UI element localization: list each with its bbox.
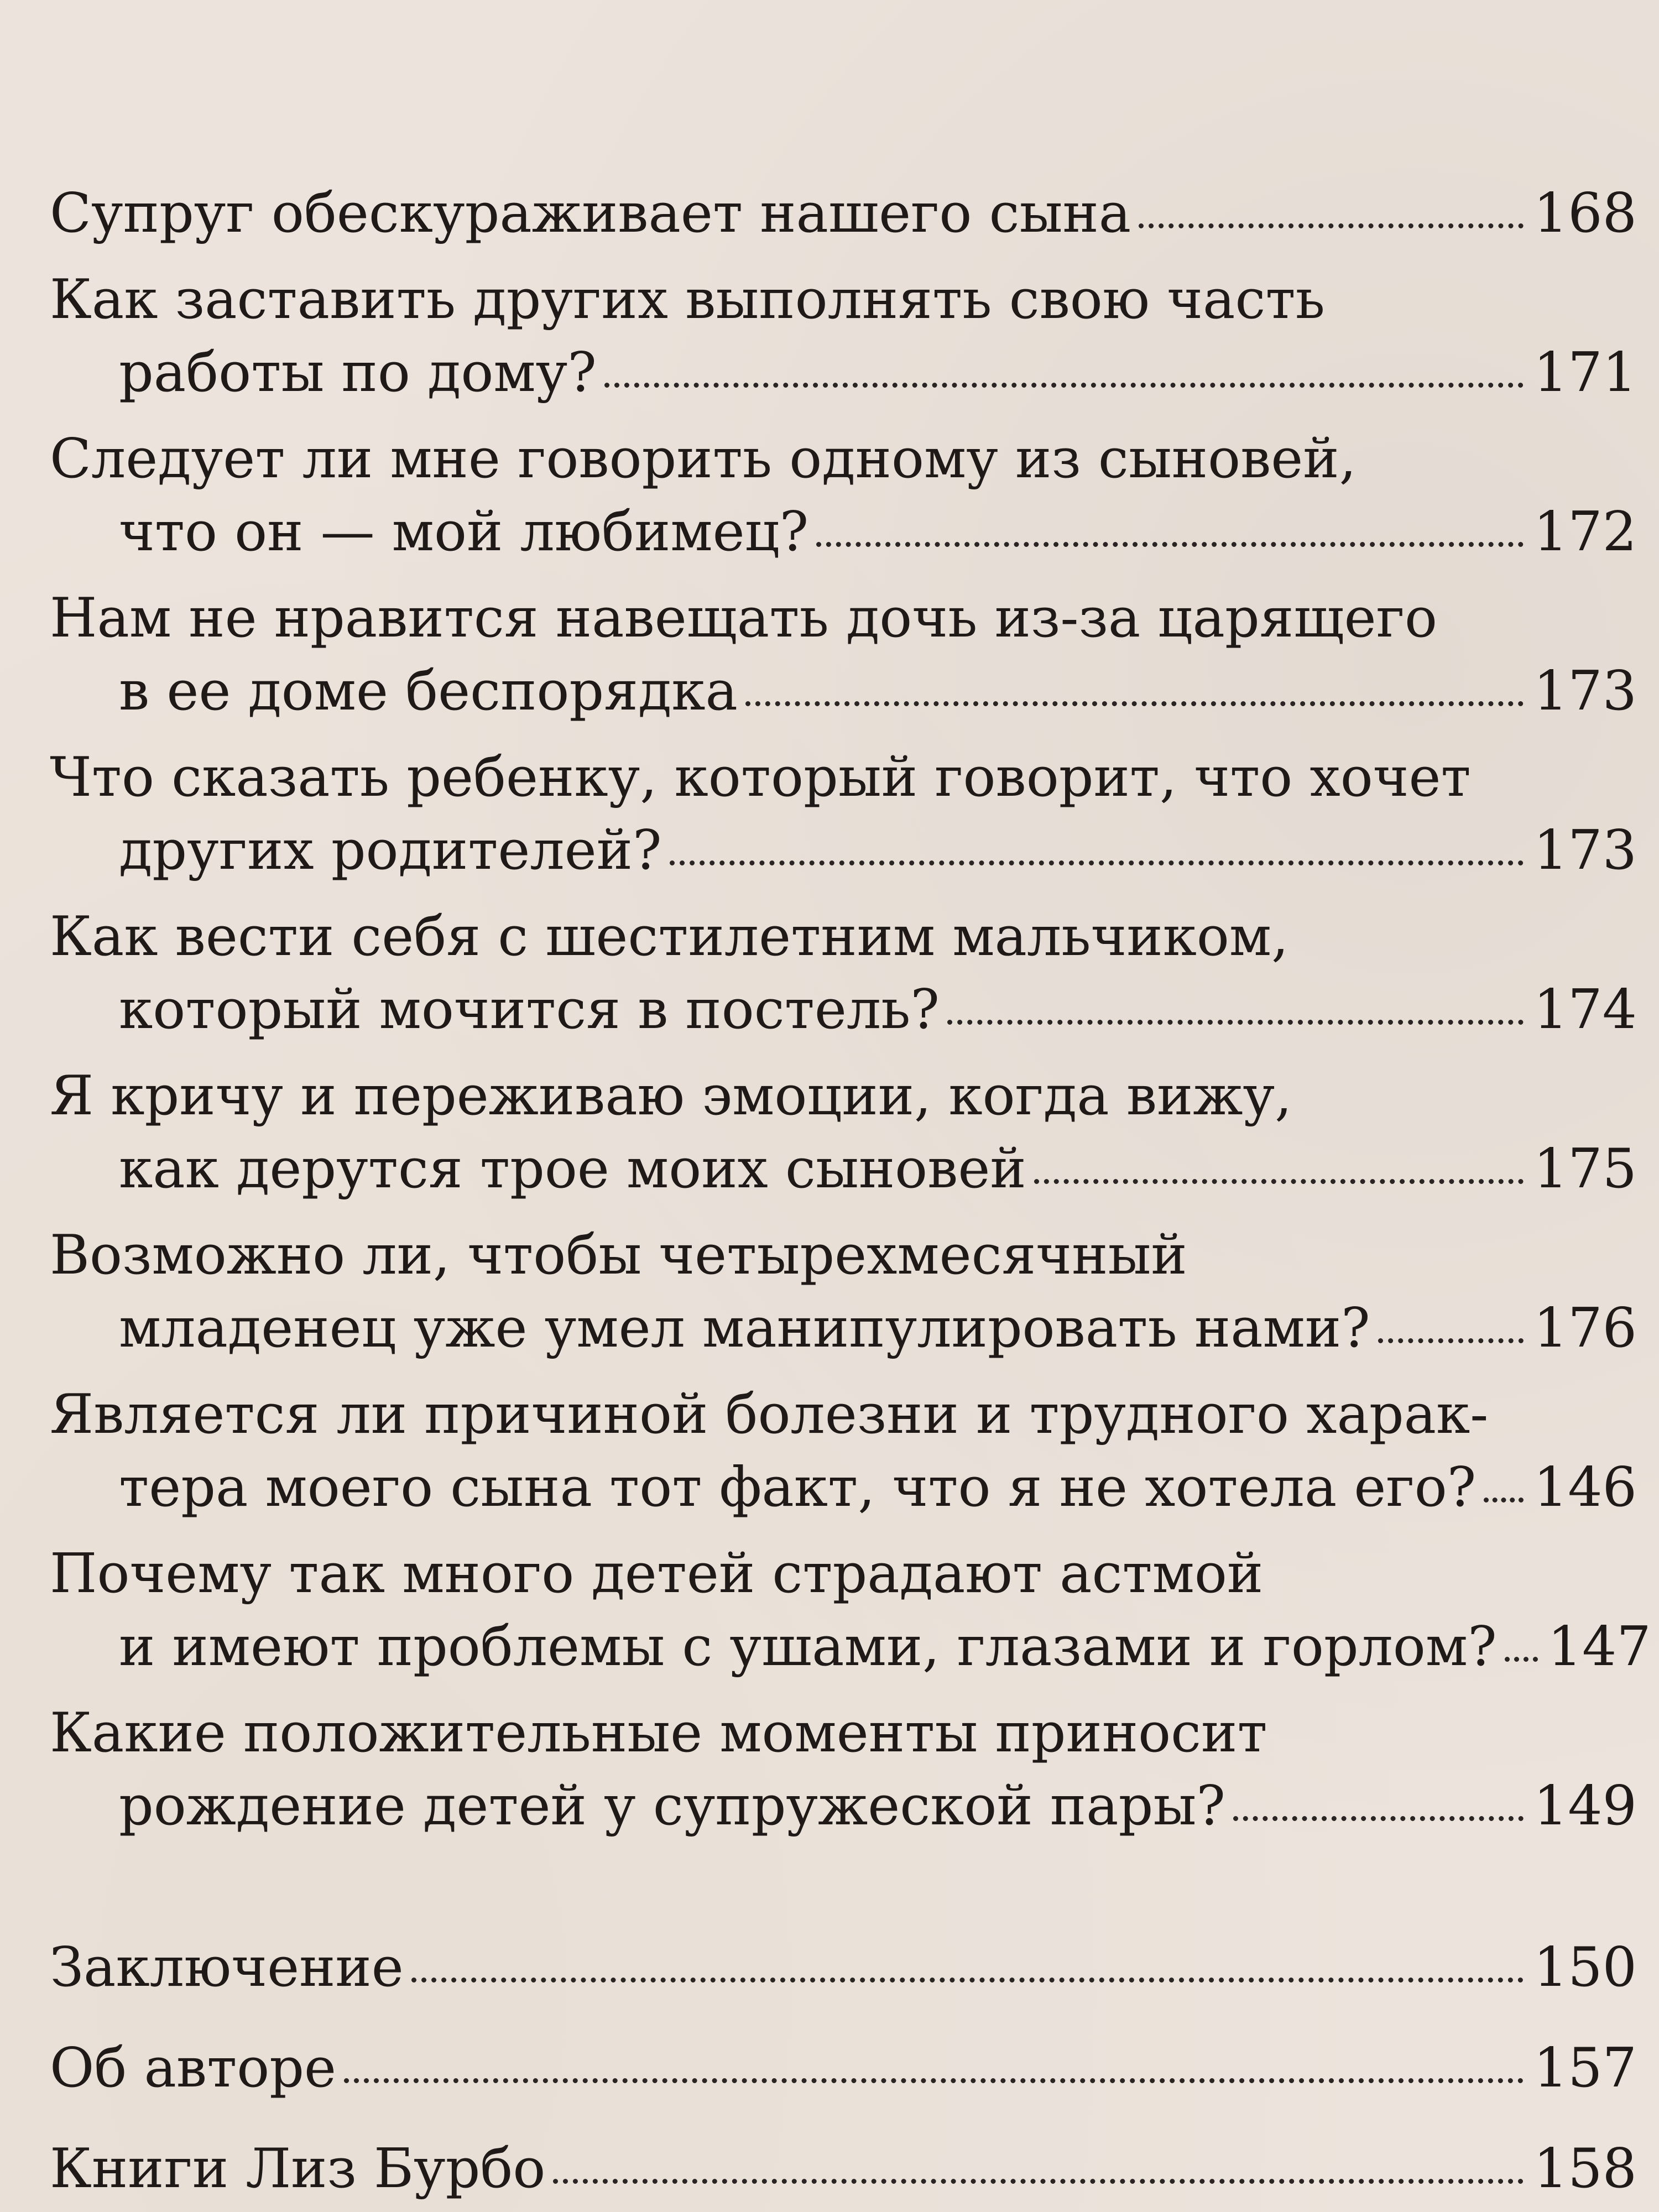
- toc-entry[interactable]: [50, 1219, 1637, 1365]
- toc-entry-line: [50, 814, 1637, 887]
- toc-entry-title: Супруг обескураживает нашего сына: [50, 182, 1131, 245]
- dot-leader: [1233, 1805, 1524, 1821]
- toc-entry-title: Об авторе: [50, 2037, 337, 2100]
- toc-entry-line: [50, 2132, 1637, 2205]
- table-of-contents: [50, 177, 1651, 2205]
- toc-entry-title: Является ли причиной болезни и трудного харак-: [50, 1383, 1489, 1446]
- toc-page-number: 149: [1533, 1775, 1637, 1838]
- dot-leader: [604, 372, 1524, 388]
- dot-leader: [816, 531, 1524, 547]
- toc-entry-title: Книги Лиз Бурбо: [50, 2137, 546, 2200]
- toc-entry-line: [50, 1219, 1637, 1292]
- toc-entry-title-cont: работы по дому?: [119, 341, 597, 404]
- toc-entry-line: [50, 900, 1637, 973]
- dot-leader: [411, 1966, 1524, 1983]
- dot-leader: [1139, 212, 1524, 228]
- toc-entry-line: [50, 1610, 1651, 1683]
- toc-entry-line: [50, 741, 1637, 814]
- toc-entry-line: [50, 1931, 1637, 2004]
- toc-entry-title: Как заставить других выполнять свою часть: [50, 268, 1325, 331]
- toc-entry-title: Я кричу и переживаю эмоции, когда вижу,: [50, 1065, 1292, 1128]
- toc-page-number: 147: [1547, 1615, 1651, 1678]
- toc-entry-line: [50, 1451, 1637, 1524]
- toc-back-matter-entry[interactable]: [50, 2132, 1637, 2205]
- toc-page-number: 158: [1533, 2137, 1637, 2200]
- toc-entry[interactable]: [50, 1537, 1651, 1683]
- toc-entry-line: [50, 422, 1637, 495]
- toc-back-matter-entry[interactable]: [50, 2032, 1637, 2105]
- toc-entry-line: [50, 1697, 1637, 1770]
- dot-leader: [1505, 1646, 1538, 1662]
- toc-entry[interactable]: [50, 900, 1637, 1046]
- toc-entry[interactable]: [50, 1060, 1637, 1206]
- toc-entry[interactable]: [50, 177, 1637, 250]
- toc-entry-title-cont: других родителей?: [119, 819, 662, 882]
- toc-page-number: 173: [1533, 819, 1637, 882]
- toc-page-number: 171: [1533, 341, 1637, 404]
- toc-page-number: 173: [1533, 660, 1637, 723]
- toc-entry-title: Нам не нравится навещать дочь из-за царящего: [50, 587, 1437, 650]
- toc-entry-title: Какие положительные моменты приносит: [50, 1702, 1267, 1765]
- dot-leader: [1034, 1168, 1524, 1184]
- toc-page-number: 176: [1533, 1297, 1637, 1360]
- toc-entry-title: Как вести себя с шестилетним мальчиком,: [50, 905, 1289, 968]
- toc-entry[interactable]: [50, 1378, 1637, 1524]
- toc-entry-line: [50, 263, 1637, 336]
- toc-entry-title-cont: тера моего сына тот факт, что я не хотела его?: [119, 1456, 1477, 1519]
- toc-page-number: 168: [1533, 182, 1637, 245]
- toc-entry[interactable]: [50, 582, 1637, 728]
- toc-back-matter-entry[interactable]: [50, 1931, 1637, 2004]
- dot-leader: [553, 2168, 1524, 2184]
- dot-leader: [745, 690, 1524, 706]
- toc-entry-title: Заключение: [50, 1936, 404, 1999]
- dot-leader: [947, 1009, 1524, 1025]
- toc-page-number: 175: [1533, 1138, 1637, 1201]
- toc-entry[interactable]: [50, 263, 1637, 409]
- dot-leader: [344, 2067, 1524, 2083]
- toc-page-number: 150: [1533, 1936, 1637, 1999]
- toc-entry-title: Следует ли мне говорить одному из сыновей,: [50, 427, 1357, 491]
- toc-entry-line: [50, 973, 1637, 1046]
- toc-entry[interactable]: [50, 741, 1637, 887]
- toc-entry-line: [50, 177, 1637, 250]
- toc-page-number: 157: [1533, 2037, 1637, 2100]
- toc-entry-title-cont: как дерутся трое моих сыновей: [119, 1138, 1026, 1201]
- toc-entry-title: Почему так много детей страдают астмой: [50, 1542, 1264, 1605]
- toc-entry-title: Возможно ли, чтобы четырехмесячный: [50, 1224, 1187, 1287]
- toc-entry[interactable]: [50, 1697, 1637, 1843]
- toc-entry-title-cont: и имеют проблемы с ушами, глазами и горлом?: [119, 1615, 1497, 1678]
- toc-entry-title-cont: который мочится в постель?: [119, 978, 940, 1041]
- toc-entry-line: [50, 1378, 1637, 1451]
- toc-entry-line: [50, 1292, 1637, 1365]
- toc-entry-line: [50, 1537, 1637, 1610]
- toc-entry-title-cont: младенец уже умел манипулировать нами?: [119, 1297, 1370, 1360]
- toc-entry-line: [50, 1060, 1637, 1133]
- toc-page-number: 174: [1533, 978, 1637, 1041]
- toc-entry-line: [50, 1770, 1637, 1843]
- toc-entry-line: [50, 582, 1637, 655]
- toc-page-number: 172: [1533, 500, 1637, 564]
- toc-page-number: 146: [1533, 1456, 1637, 1519]
- toc-entry-line: [50, 655, 1637, 728]
- dot-leader: [670, 849, 1524, 865]
- toc-entry-line: [50, 495, 1637, 568]
- toc-entry-title-cont: рождение детей у супружеской пары?: [119, 1775, 1225, 1838]
- toc-entry[interactable]: [50, 422, 1637, 568]
- toc-entry-title-cont: в ее доме беспорядка: [119, 660, 738, 723]
- dot-leader: [1378, 1327, 1524, 1343]
- toc-entry-title-cont: что он — мой любимец?: [119, 500, 809, 564]
- toc-entry-line: [50, 1133, 1637, 1206]
- toc-entry-line: [50, 2032, 1637, 2105]
- toc-entry-title: Что сказать ребенку, который говорит, что хочет: [50, 746, 1471, 809]
- toc-entry-line: [50, 336, 1637, 409]
- dot-leader: [1484, 1486, 1524, 1503]
